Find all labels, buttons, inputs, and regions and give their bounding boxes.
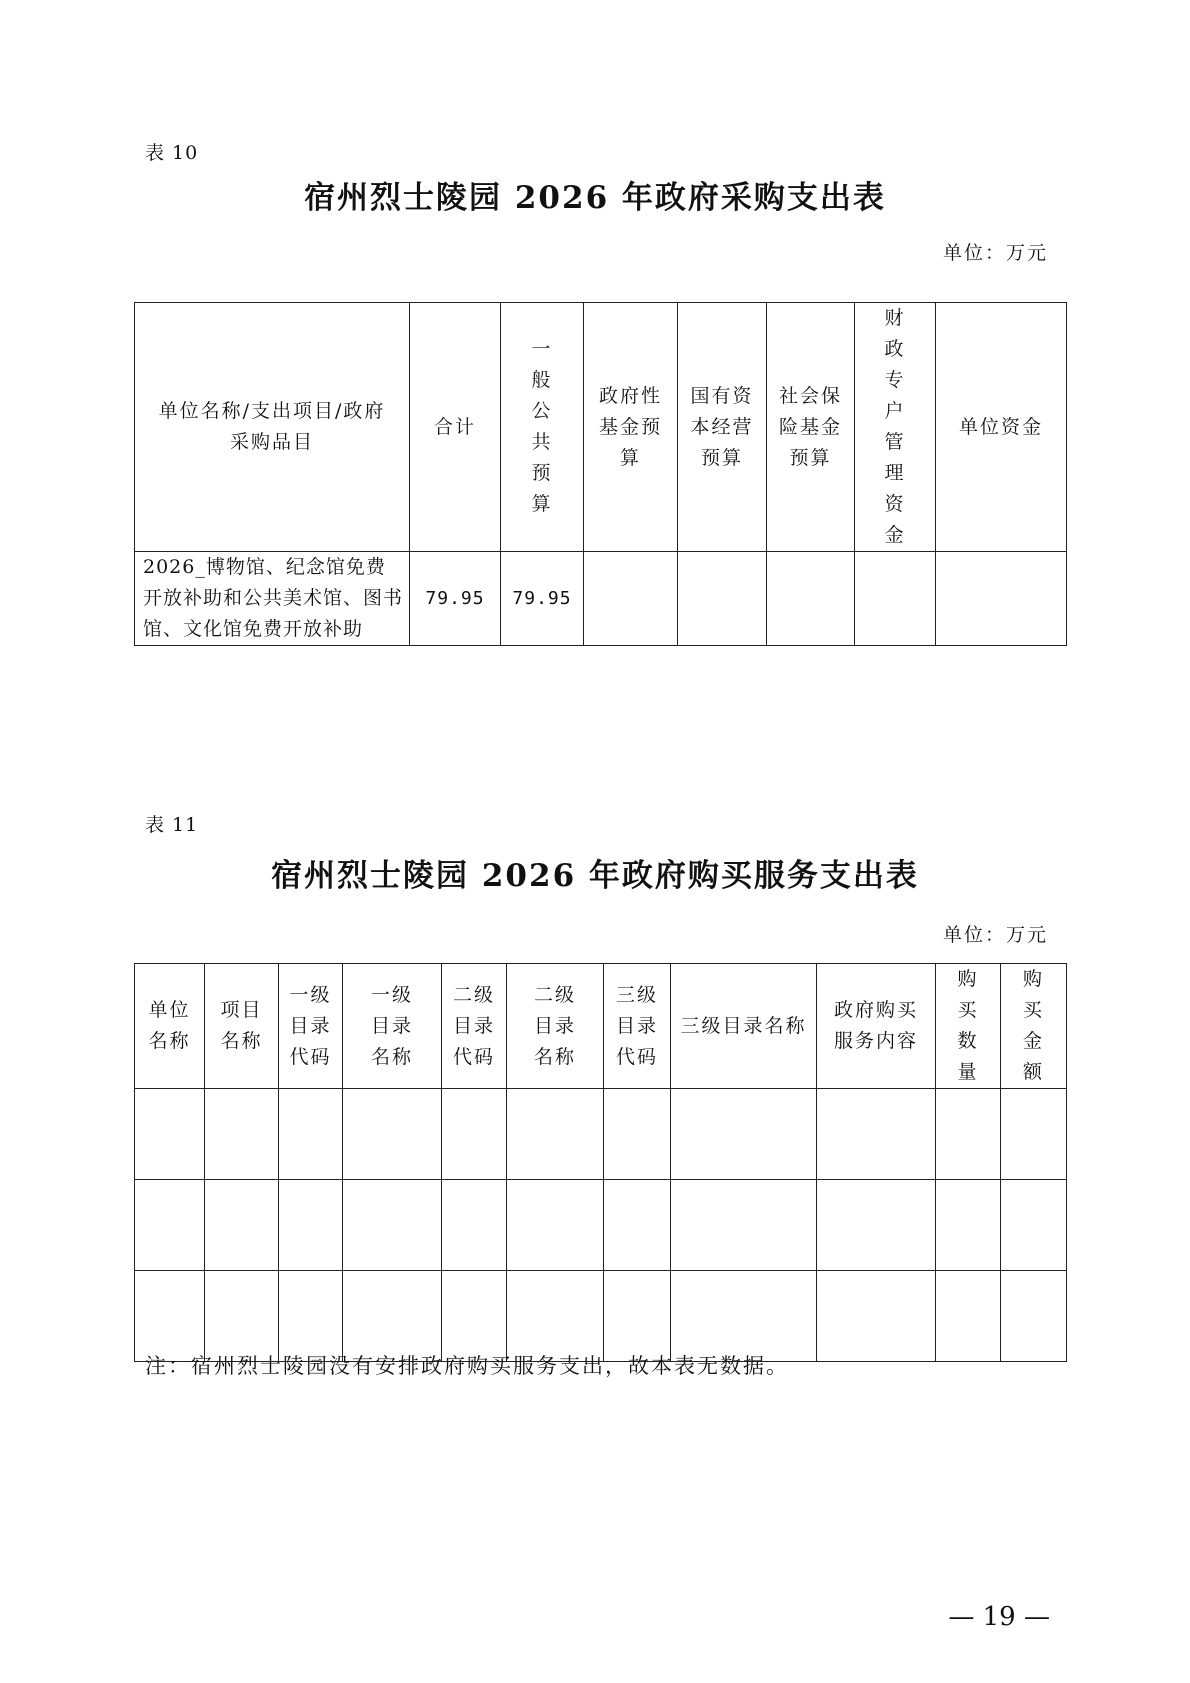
header-unit-name: 单位名称 [135, 964, 205, 1089]
procurement-expenditure-table [134, 302, 1067, 646]
header-level3-code: 三级目录代码 [604, 964, 671, 1089]
header-special-account-funds: 财政专户管理资金 [855, 303, 936, 552]
table-header-row [135, 303, 1067, 552]
table10-unit: 单位：万元 [942, 242, 1048, 264]
row-total: 79.95 [410, 552, 501, 646]
table-row [135, 552, 1067, 646]
table-row [135, 1089, 1067, 1180]
header-unit-funds: 单位资金 [936, 303, 1067, 552]
page-number: — 19 — [948, 1602, 1050, 1632]
header-level2-code: 二级目录代码 [442, 964, 507, 1089]
header-unit-name: 单位名称/支出项目/政府采购品目 [135, 303, 410, 552]
header-level1-code: 一级目录代码 [279, 964, 343, 1089]
header-service-content: 政府购买服务内容 [817, 964, 936, 1089]
header-total: 合计 [410, 303, 501, 552]
table11-title: 宿州烈士陵园 2026 年政府购买服务支出表 [271, 858, 919, 894]
header-social-insurance-budget: 社会保险基金预算 [767, 303, 855, 552]
row-unit-funds [936, 552, 1067, 646]
header-purchase-amount: 购买金额 [1001, 964, 1067, 1089]
table10-title: 宿州烈士陵园 2026 年政府采购支出表 [304, 180, 886, 216]
row-special-account-funds [855, 552, 936, 646]
table-row [135, 1180, 1067, 1271]
table-row [135, 1271, 1067, 1362]
row-gov-fund-budget [584, 552, 678, 646]
row-general-budget: 79.95 [501, 552, 584, 646]
header-project-name: 项目名称 [205, 964, 279, 1089]
row-state-capital-budget [678, 552, 767, 646]
page-number-container [0, 1602, 1190, 1632]
table11-note: 注：宿州烈士陵园没有安排政府购买服务支出，故本表无数据。 [145, 1354, 789, 1378]
table10-label: 表 10 [145, 142, 199, 164]
header-purchase-quantity: 购买数量 [936, 964, 1001, 1089]
row-social-insurance-budget [767, 552, 855, 646]
row-item-name: 2026_博物馆、纪念馆免费开放补助和公共美术馆、图书馆、文化馆免费开放补助 [135, 552, 410, 646]
table-header-row [135, 964, 1067, 1089]
service-purchase-table [134, 963, 1067, 1362]
header-state-capital-budget: 国有资本经营预算 [678, 303, 767, 552]
header-level3-name: 三级目录名称 [671, 964, 817, 1089]
header-level2-name: 二级目录名称 [507, 964, 604, 1089]
header-level1-name: 一级目录名称 [343, 964, 442, 1089]
table11-unit: 单位：万元 [942, 924, 1048, 946]
table11-label: 表 11 [145, 814, 199, 836]
header-gov-fund-budget: 政府性基金预算 [584, 303, 678, 552]
header-general-budget: 一般公共预算 [501, 303, 584, 552]
